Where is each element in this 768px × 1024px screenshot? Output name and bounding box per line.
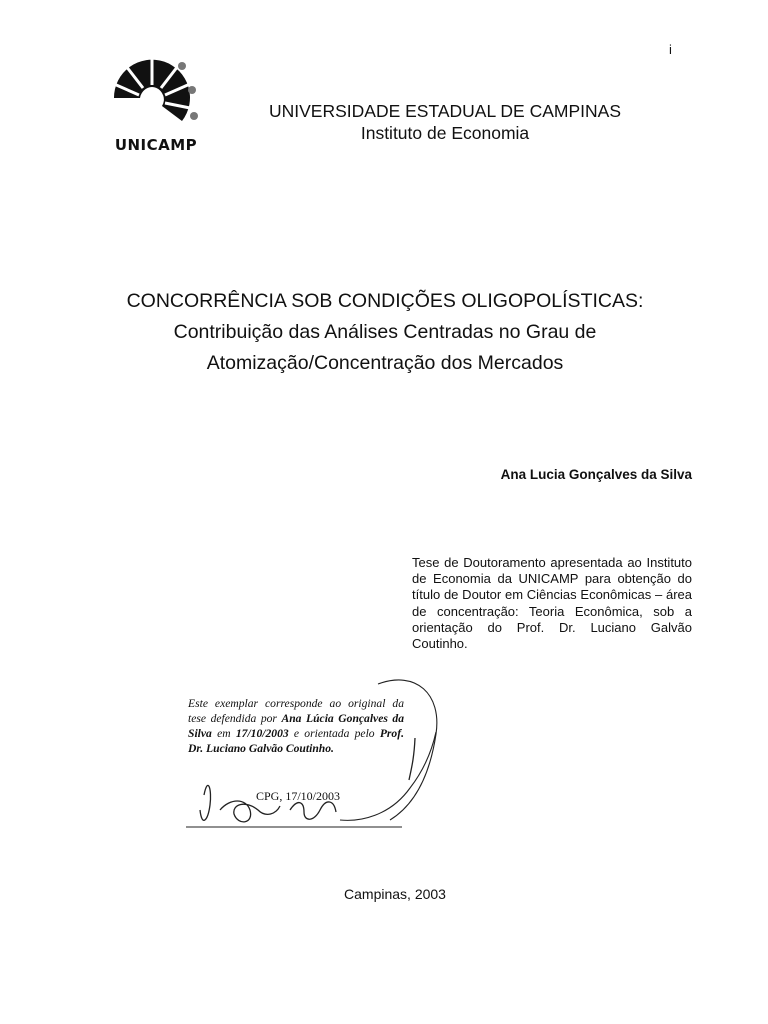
stamp-author: Ana Lúcia Gonçalves da Silva: [188, 712, 404, 740]
thesis-title: [60, 286, 710, 379]
stamp-date: 17/10/2003: [235, 727, 289, 740]
stamp-text-a: Este exemplar corresponde ao original da tese defendida por: [188, 697, 404, 725]
logo-wordmark: UNICAMP: [114, 136, 198, 154]
stamp-text-b: em: [211, 727, 236, 740]
stamp-advisor: Prof. Dr. Luciano Galvão Coutinho.: [188, 727, 404, 755]
title-line-3: Atomização/Concentração dos Mercados: [206, 352, 564, 374]
stamp-text-c: e orientada pelo: [288, 727, 380, 740]
page-number: i: [669, 42, 672, 57]
university-name: UNIVERSIDADE ESTADUAL DE CAMPINAS: [268, 101, 622, 121]
handwritten-signature: [180, 670, 460, 850]
institute-name: Instituto de Economia: [360, 123, 530, 143]
header: [240, 100, 650, 144]
thesis-description: Tese de Doutoramento apresentada ao Instituto de Economia da UNICAMP para obtenção do título de Doutor em Ciências Econômicas – área de concentração: Teoria Econômica, sob a orientação do Prof. Dr. Luciano Galvão Coutinho.: [412, 555, 692, 652]
place-and-year: Campinas, 2003: [344, 886, 446, 902]
cpg-date: CPG, 17/10/2003: [256, 789, 341, 803]
author-name: Ana Lucia Gonçalves da Silva: [500, 467, 692, 482]
title-line-2: Contribuição das Análises Centradas no Grau de: [173, 321, 597, 343]
title-line-1: CONCORRÊNCIA SOB CONDIÇÕES OLIGOPOLÍSTICAS:: [126, 290, 644, 312]
